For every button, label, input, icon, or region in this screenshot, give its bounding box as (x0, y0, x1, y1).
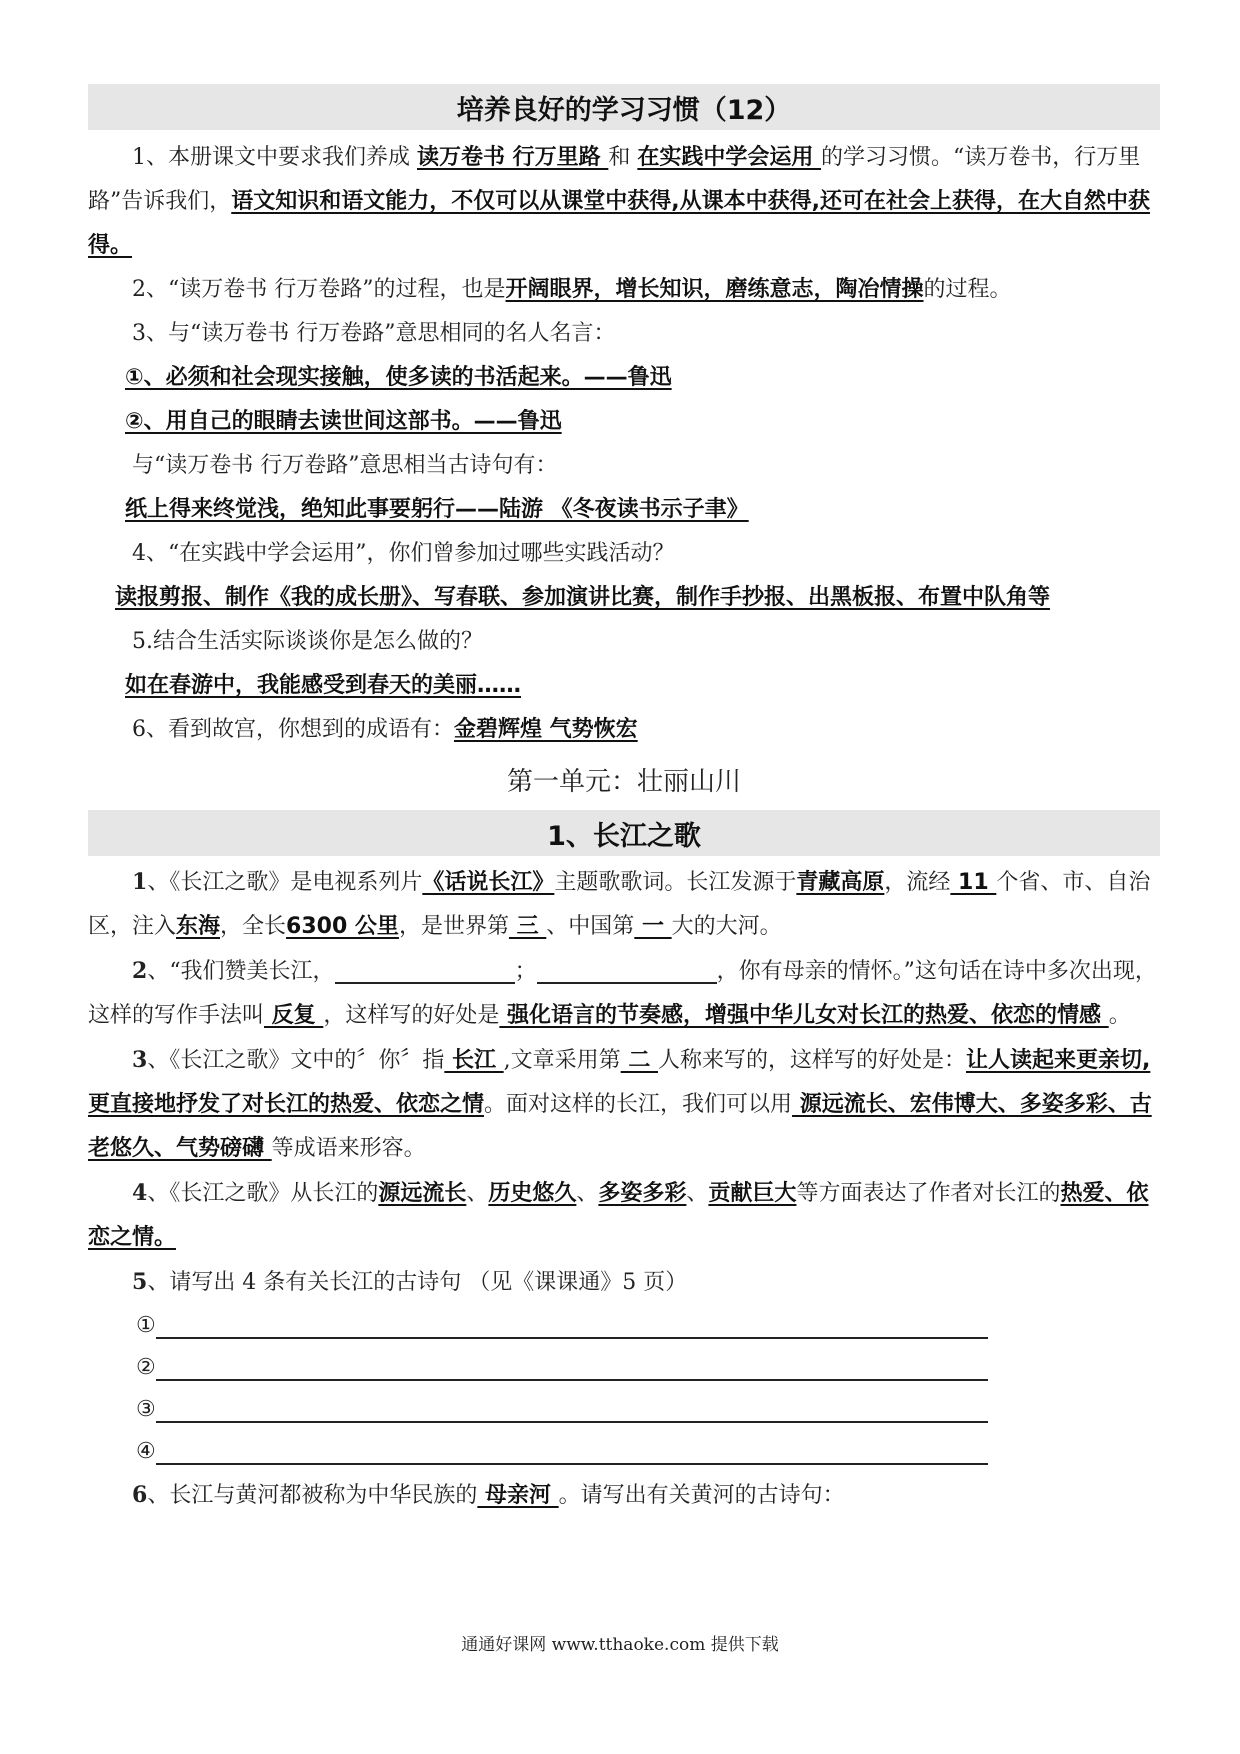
answer-poem: 纸上得来终觉浅，绝知此事要躬行——陆游 《冬夜读书示子聿》 (125, 497, 749, 522)
question-5: 5.结合生活实际谈谈你是怎么做的？ (132, 629, 483, 654)
blank-line[interactable] (537, 956, 717, 984)
unit-title: 第一单元：壮丽山川 (506, 767, 741, 797)
question-4: 4、“在实践中学会运用”，你们曾参加过哪些实践活动？ (132, 541, 675, 566)
question-text: ,文章采用第 (503, 1048, 621, 1073)
question-text: 、“我们赞美长江， (147, 959, 335, 984)
question-text: 、《长江之歌》文中的〞你〞指 (147, 1048, 445, 1073)
answer-text: 源远流长 (378, 1181, 467, 1206)
answer-text: 贡献巨大 (708, 1181, 797, 1206)
question-text: 的过程。 (923, 277, 1012, 302)
question-text: 等成语来形容。 (271, 1136, 426, 1161)
answer-quote-2: ②、用自己的眼睛去读世间这部书。——鲁迅 (125, 409, 562, 434)
answer-text: 东海 (176, 914, 221, 939)
question-text: 人称来写的，这样写的好处是： (657, 1048, 966, 1073)
answer-activities (78, 576, 1160, 620)
question-text: ，全长 (220, 914, 287, 939)
question-text: 、中国第 (546, 914, 635, 939)
answer-text: 让人读起来更亲切,更直接地抒发了对长江的热爱、依恋之情 (88, 1048, 1151, 1117)
question-number: 2 (132, 958, 148, 984)
answer-text: 6300 公里 (286, 914, 399, 939)
poem-fill-row (88, 1347, 1160, 1389)
circled-number: ② (136, 1355, 156, 1380)
answer-example: 如在春游中，我能感受到春天的美丽…… (125, 673, 522, 698)
answer-text: 多姿多彩 (598, 1181, 687, 1206)
question-text: 、请写出 4 条有关长江的古诗句 （见《课课通》5 页） (147, 1270, 688, 1295)
poem-fill-row (88, 1389, 1160, 1431)
circled-number: ④ (136, 1439, 156, 1464)
lesson-question-3 (88, 1038, 1160, 1171)
question-number: 3 (132, 1047, 148, 1073)
answer-text: 二 (620, 1048, 658, 1073)
question-text: 2、“读万卷书 行万卷路”的过程，也是 (132, 277, 506, 302)
answer-text: 读报剪报、制作《我的成长册》、写春联、参加演讲比赛，制作手抄报、出黑板报、布置中队角等 (115, 585, 1051, 610)
section-title-bar (88, 84, 1160, 130)
question-text: 、长江与黄河都被称为中华民族的 (147, 1483, 478, 1508)
question-text: 3、与“读万卷书 行万卷路”意思相同的名人名言： (132, 321, 616, 346)
answer-text: 一 (634, 914, 672, 939)
question-1 (88, 136, 1160, 268)
question-text: ，这样写的好处是 (323, 1003, 500, 1028)
lesson-question-2 (88, 949, 1160, 1038)
question-text: ； (514, 959, 537, 984)
question-number: 1 (132, 869, 148, 895)
lesson-title: 1、长江之歌 (547, 820, 701, 852)
answer-text: 在实践中学会运用 (637, 145, 821, 170)
question-text: 、 (576, 1181, 599, 1206)
answer-text: 母亲河 (477, 1483, 559, 1508)
lesson-title-bar (88, 810, 1160, 856)
question-text: 个省、市、自治区，注入 (88, 870, 1151, 939)
document-page (88, 84, 1160, 1518)
question-text: ，是世界第 (398, 914, 509, 939)
answer-text: 强化语言的节奏感，增强中华儿女对长江的热爱、依恋的情感 (499, 1003, 1109, 1028)
answer-text: 长江 (444, 1048, 504, 1073)
blank-line[interactable] (156, 1395, 988, 1423)
answer-text: 语文知识和语文能力，不仅可以从课堂中获得,从课本中获得,还可在社会上获得，在大自然中获得。 (88, 189, 1150, 258)
section-title: 培养良好的学习习惯（12） (456, 94, 792, 126)
question-6 (88, 708, 1160, 752)
answer-text: 源远流长、宏伟博大、多姿多彩、古老悠久、气势磅礴 (88, 1092, 1152, 1161)
question-text: 主题歌歌词。长江发源于 (554, 870, 797, 895)
question-text: 1、本册课文中要求我们养成 (132, 145, 417, 170)
answer-text: 11 (950, 870, 997, 895)
question-number: 6 (132, 1482, 148, 1508)
lesson-question-5 (88, 1260, 1160, 1305)
answer-text: 青藏高原 (796, 870, 885, 895)
answer-text: 金碧辉煌 气势恢宏 (454, 717, 638, 742)
question-text: 大的大河。 (671, 914, 782, 939)
question-text: 、《长江之歌》从长江的 (147, 1181, 379, 1206)
answer-quote-1: ①、必须和社会现实接触，使多读的书活起来。——鲁迅 (125, 365, 672, 390)
blank-line[interactable] (156, 1311, 988, 1339)
question-text: 和 (608, 145, 638, 170)
page-footer: 通通好课网 www.tthaoke.com 提供下载 (461, 1635, 779, 1655)
question-text: ，你有母亲的情怀。”这句话在诗中多次出现，这样的写作手法叫 (88, 959, 1157, 1028)
answer-text: 《话说长江》 (422, 870, 555, 895)
question-text: 。请写出有关黄河的古诗句： (558, 1483, 845, 1508)
question-text: 6、看到故宫，你想到的成语有： (132, 717, 454, 742)
answer-text: 三 (508, 914, 547, 939)
lesson-question-4 (88, 1171, 1160, 1260)
question-3 (88, 312, 1160, 356)
blank-line[interactable] (335, 956, 515, 984)
question-text: 、《长江之歌》是电视系列片 (147, 870, 423, 895)
question-3-sub: 与“读万卷书 行万卷路”意思相当古诗句有： (132, 453, 558, 478)
question-text: 的学习习惯。“读万卷书，行万里路”告诉我们， (88, 145, 1141, 214)
answer-text: 反复 (264, 1003, 324, 1028)
poem-fill-row (88, 1305, 1160, 1347)
answer-text: 开阔眼界，增长知识，磨练意志，陶冶情操 (505, 277, 924, 302)
question-text: 。 (1108, 1003, 1131, 1028)
question-text: 、 (686, 1181, 709, 1206)
circled-number: ① (136, 1313, 156, 1338)
question-number: 5 (132, 1269, 148, 1295)
circled-number: ③ (136, 1397, 156, 1422)
blank-line[interactable] (156, 1437, 988, 1465)
lesson-question-6 (88, 1473, 1160, 1518)
answer-text: 历史悠久 (488, 1181, 577, 1206)
question-text: 。面对这样的长江，我们可以用 (484, 1092, 793, 1117)
poem-fill-row (88, 1431, 1160, 1473)
question-2 (88, 268, 1160, 312)
question-text: ，流经 (884, 870, 951, 895)
lesson-question-1 (88, 860, 1160, 949)
question-number: 4 (132, 1180, 148, 1206)
question-text: 、 (466, 1181, 489, 1206)
question-text: 等方面表达了作者对长江的 (796, 1181, 1061, 1206)
answer-text: 读万卷书 行万里路 (417, 145, 609, 170)
answer-text: 热爱、依恋之情。 (88, 1181, 1149, 1250)
blank-line[interactable] (156, 1353, 988, 1381)
